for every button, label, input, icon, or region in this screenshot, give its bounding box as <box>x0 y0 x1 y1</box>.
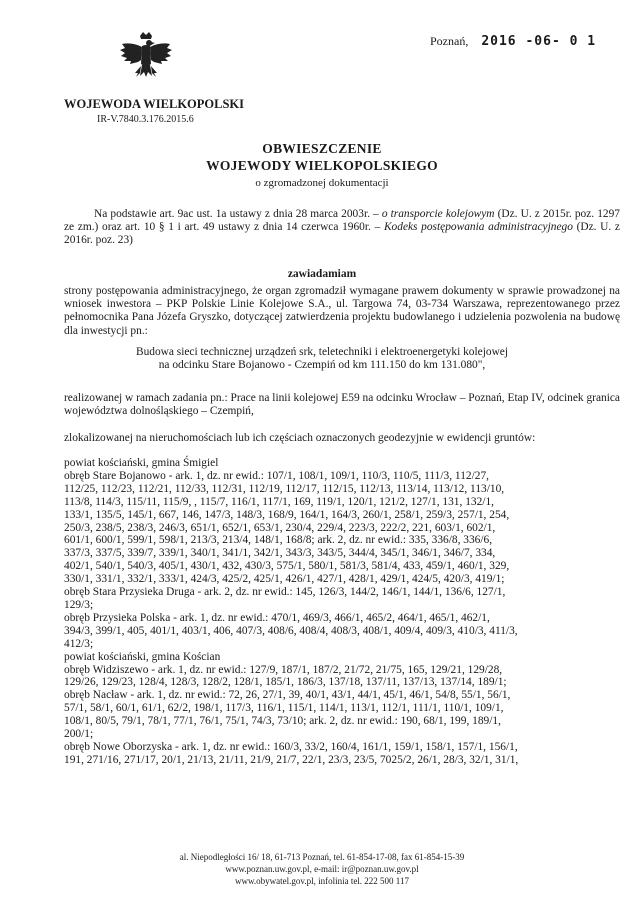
parcel-line: obręb Nowe Oborzyska - ark. 1, dz. nr ewid.: 160/3, 33/2, 160/4, 161/1, 159/1, 158/1, 157/1, 156/1, <box>64 740 518 753</box>
parcel-line: powiat kościański, gmina Kościan <box>64 650 221 663</box>
legal-basis-text-2: (Dz. U. z 2015r. poz. 1297 ze zm.) oraz art. 10 § 1 i art. 49 ustawy z dnia 14 czerwca 1960r. – <box>64 208 620 234</box>
footer-contact <box>0 851 644 887</box>
parcel-line: 129/26, 129/23, 128/4, 128/3, 128/2, 128/1, 185/1, 186/3, 137/18, 137/11, 137/13, 137/14, 189/1; <box>64 676 507 689</box>
legal-basis-paragraph <box>64 208 620 248</box>
document-title: OBWIESZCZENIE <box>262 141 382 156</box>
authority-name: WOJEWODA WIELKOPOLSKI <box>64 97 245 111</box>
case-reference: IR-V.7840.3.176.2015.6 <box>97 114 194 125</box>
act-title-kpa: Kodeks postępowania administracyjnego <box>383 221 573 234</box>
project-name-line-1: Budowa sieci technicznej urządzeń srk, teletechniki i elektroenergetyki kolejowej <box>135 346 509 358</box>
place: Poznań, <box>430 34 469 48</box>
parties-paragraph: strony postępowania administracyjnego, że organ zgromadził wymagane prawem dokumenty w sprawie prowadzonej na wniosek inwestora – PKP Polskie Linie Kolejowe S.A., ul. Targowa 74, 03-734 Warszawa, reprezentowanego przez pełnomocnika Pana Józefa Gryszko, dotyczącej zatwierdzenia projektu budowlanego i udzielenia pozwolenia na budowę dla inwestycji pn.: <box>64 285 620 337</box>
parcel-line: 412/3; <box>64 637 94 650</box>
parcel-line: obręb Widziszewo - ark. 1, dz. nr ewid.: 127/9, 187/1, 187/2, 21/72, 21/75, 165, 129/21, 129/28, <box>64 663 503 676</box>
parcel-line: 394/3, 399/1, 405, 401/1, 403/1, 406, 407/3, 408/6, 408/4, 408/3, 408/1, 409/4, 409/3, 410/3, 411/3, <box>64 624 518 637</box>
parcel-line: 200/1; <box>64 728 94 741</box>
parcel-line: 402/1, 540/1, 540/3, 405/1, 430/1, 432, 430/3, 575/1, 580/1, 581/3, 581/4, 433, 459/1, 460/1, 329, <box>64 560 510 573</box>
parcel-line: 57/1, 58/1, 60/1, 61/1, 62/2, 198/1, 117/3, 116/1, 115/1, 114/1, 113/1, 112/1, 111/1, 110/1, 109/1, <box>64 702 504 715</box>
date-stamp: 2016 -06- 0 1 <box>481 34 597 49</box>
footer-hotline: www.obywatel.gov.pl, infolinia tel. 222 500 117 <box>235 876 409 886</box>
location-paragraph: zlokalizowanej na nieruchomościach lub ich częściach oznaczonych geodezyjnie w ewidencji gruntów: <box>64 432 536 444</box>
footer-website-email: www.poznan.uw.gov.pl, e-mail: ir@poznan.uw.gov.pl <box>225 864 419 874</box>
parcel-line: obręb Nacław - ark. 1, dz. nr ewid.: 72, 26, 27/1, 39, 40/1, 43/1, 44/1, 45/1, 46/1, 54/8, 55/1, 56/1, <box>64 689 511 702</box>
announce-heading: zawiadamiam <box>287 268 357 280</box>
legal-basis-text-3: (Dz. U. z 2016r. poz. 23) <box>64 221 620 247</box>
parcel-line: 133/1, 135/5, 145/1, 667, 146, 147/3, 148/3, 168/9, 164/1, 164/3, 260/1, 258/1, 259/3, 257/1, 254, <box>64 508 510 521</box>
parcel-line: 112/25, 112/23, 112/21, 112/33, 112/31, 112/19, 112/17, 112/15, 112/13, 113/14, 113/12, 113/10, <box>64 482 505 495</box>
parcel-line: obręb Przysieka Polska - ark. 1, dz. nr ewid.: 470/1, 469/3, 466/1, 465/2, 464/1, 465/1, 462/1, <box>64 611 490 624</box>
document-title-issuer: WOJEWODY WIELKOPOLSKIEGO <box>206 158 438 173</box>
eagle-emblem-icon <box>116 30 176 94</box>
parcel-line: 337/3, 337/5, 339/7, 339/1, 340/1, 341/1, 342/1, 343/3, 343/5, 344/4, 345/1, 346/1, 346/7, 334, <box>64 547 496 560</box>
act-title-transport: o transporcie kolejowym <box>381 208 495 220</box>
project-name <box>0 346 644 373</box>
parcel-line: powiat kościański, gmina Śmigiel <box>64 457 219 469</box>
parcel-line: obręb Stara Przysieka Druga - ark. 2, dz. nr ewid.: 145, 126/3, 144/2, 146/1, 144/1, 136/6, 127/1, <box>64 586 506 599</box>
parcel-line: 330/1, 331/1, 332/1, 333/1, 424/3, 425/2, 425/1, 426/1, 427/1, 428/1, 429/1, 424/5, 420/3, 419/1; <box>64 573 505 586</box>
parcel-line: obręb Stare Bojanowo - ark. 1, dz. nr ewid.: 107/1, 108/1, 109/1, 110/3, 110/5, 111/3, 112/27, <box>64 469 489 482</box>
place-date <box>430 34 630 49</box>
parcel-line: 191, 271/16, 271/17, 20/1, 21/13, 21/11, 21/9, 21/7, 22/1, 23/3, 23/5, 7025/2, 26/1, 28/3, 32/1, 31/1, <box>64 753 519 766</box>
project-name-line-2: na odcinku Stare Bojanowo - Czempiń od km 111.150 do km 131.080", <box>158 359 486 372</box>
parcel-line: 250/3, 238/5, 238/3, 246/3, 651/1, 652/1, 653/1, 230/4, 229/4, 223/3, 222/2, 221, 603/1, 602/1, <box>64 521 496 534</box>
parcel-list <box>64 457 620 767</box>
legal-basis-text-1: Na podstawie art. 9ac ust. 1a ustawy z dnia 28 marca 2003r. – <box>94 208 382 220</box>
footer-address: al. Niepodległości 16/ 18, 61-713 Poznań, tel. 61-854-17-08, fax 61-854-15-39 <box>179 852 465 862</box>
parcel-line: 108/1, 80/5, 79/1, 78/1, 77/1, 76/1, 75/1, 74/3, 73/10; ark. 2, dz. nr ewid.: 190, 68/1, 199, 189/1, <box>64 715 501 728</box>
task-paragraph: realizowanej w ramach zadania pn.: Prace na linii kolejowej E59 na odcinku Wrocław – Poznań, Etap IV, odcinek granica województwa dolnośląskiego – Czempiń, <box>64 392 620 418</box>
parcel-line: 601/1, 600/1, 599/1, 598/1, 213/3, 213/4, 148/1, 168/8; ark. 2, dz. nr ewid.: 335, 336/8, 336/6, <box>64 534 493 547</box>
parcel-line: 113/8, 114/3, 115/11, 115/9, , 115/7, 116/1, 117/1, 169, 119/1, 120/1, 121/2, 127/1, 131, 132/1, <box>64 495 494 508</box>
parcel-line: 129/3; <box>64 598 94 611</box>
document-subtitle: o zgromadzonej dokumentacji <box>255 177 389 189</box>
